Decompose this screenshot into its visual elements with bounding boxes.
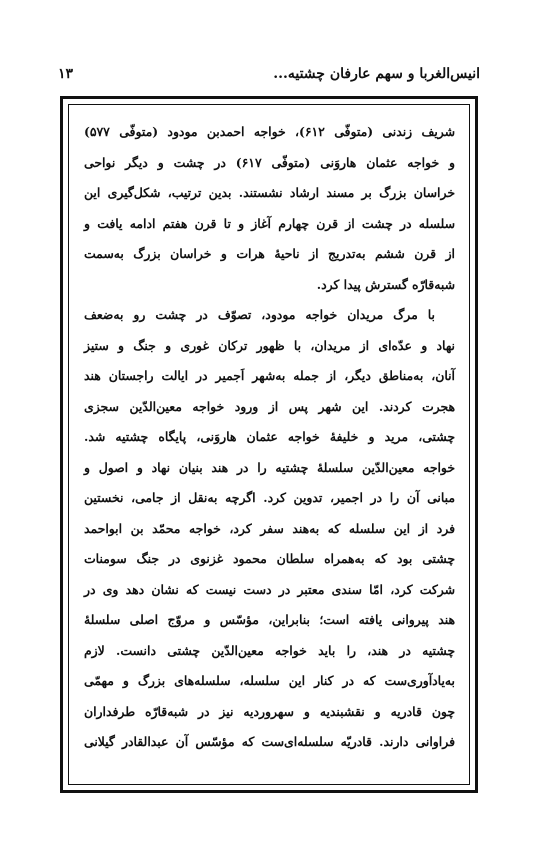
- text-line: شریف زندنی (متوفّی ۶۱۲)، خواجه احمدبن مودود (متوفّی ۵۷۷): [84, 124, 455, 139]
- text-line: چون قادریه و نقشبندیه و سهروردیه نیز در شبه‌قارّه طرفداران: [84, 703, 455, 719]
- paragraph-1: [84, 117, 455, 300]
- text-line: به‌یادآوری‌ست که در کنار این سلسله، سلسله‌های بزرگ و مهمّی: [84, 673, 455, 688]
- text-line: با مرگ مریدان خواجه مودود، تصوّف در چشت رو به‌ضعف: [84, 307, 435, 322]
- text-line: چشتیه در هند، را باید خواجه معین‌الدّین چشتی دانست. لازم: [84, 642, 455, 658]
- text-line: آنان، به‌مناطق دیگر، از جمله به‌شهر اَجمیر در ایالت راجستان هند: [84, 368, 455, 383]
- text-line: خراسان بزرگ بر مسند ارشاد نشستند. بدین ترتیب، شکل‌گیری این: [84, 185, 455, 200]
- text-line: فراوانی دارند. قادریّه سلسله‌ای‌ست که مؤسّس آن عبدالقادر گیلانی: [84, 734, 455, 749]
- text-line: شبه‌قارّه گسترش پیدا کرد.: [316, 276, 455, 292]
- page-header: [58, 64, 480, 86]
- text-line: چشتی، مرید و خلیفهٔ خواجه عثمان هاروَنی، پایگاه چشتیه شد.: [84, 429, 455, 444]
- text-line: مبانی آن را در اجمیر، تدوین کرد. اگرچه به‌نقل از جامی، نخستین: [84, 490, 455, 505]
- page-number: ۱۳: [58, 66, 74, 82]
- text-line: فرد از این سلسله که به‌هند سفر کرد، خواجه محمّد بن ابواحمد: [84, 520, 455, 536]
- body-text: [84, 117, 455, 758]
- running-title: انیس‌الغربا و سهم عارفان چشتیه...: [273, 66, 480, 82]
- text-line: و خواجه عثمان هاروَنی (متوفّی ۶۱۷) در چشت و دیگر نواحی: [84, 154, 455, 170]
- text-line: هجرت کردند. این شهر پس از ورود خواجه معین‌الدّین سجزی: [84, 398, 455, 414]
- text-line: هند پیروانی یافته است؛ بنابراین، مؤسّس و مروّج اصلی سلسلهٔ: [84, 612, 455, 627]
- text-line: سلسله در چشت از قرن چهارم آغاز و تا قرن هفتم ادامه یافت و: [84, 215, 455, 231]
- text-line: نهاد و عدّه‌ای از مریدان، با ظهور ترکان غوری و جنگ و ستیز: [84, 337, 455, 353]
- paragraph-2: [84, 300, 455, 758]
- text-line: از قرن ششم به‌تدریج از ناحیهٔ هرات و خراسان بزرگ به‌سمت: [84, 246, 455, 261]
- text-line: چشتی بود که به‌همراه سلطان محمود غزنوی در جنگ سومنات: [84, 551, 455, 566]
- text-line: شرکت کرد، امّا سندی معتبر در دست نیست که نشان دهد وی در: [84, 581, 455, 597]
- text-line: خواجه معین‌الدّین سلسلهٔ چشتیه را در هند بنیان نهاد و اصول و: [84, 459, 455, 475]
